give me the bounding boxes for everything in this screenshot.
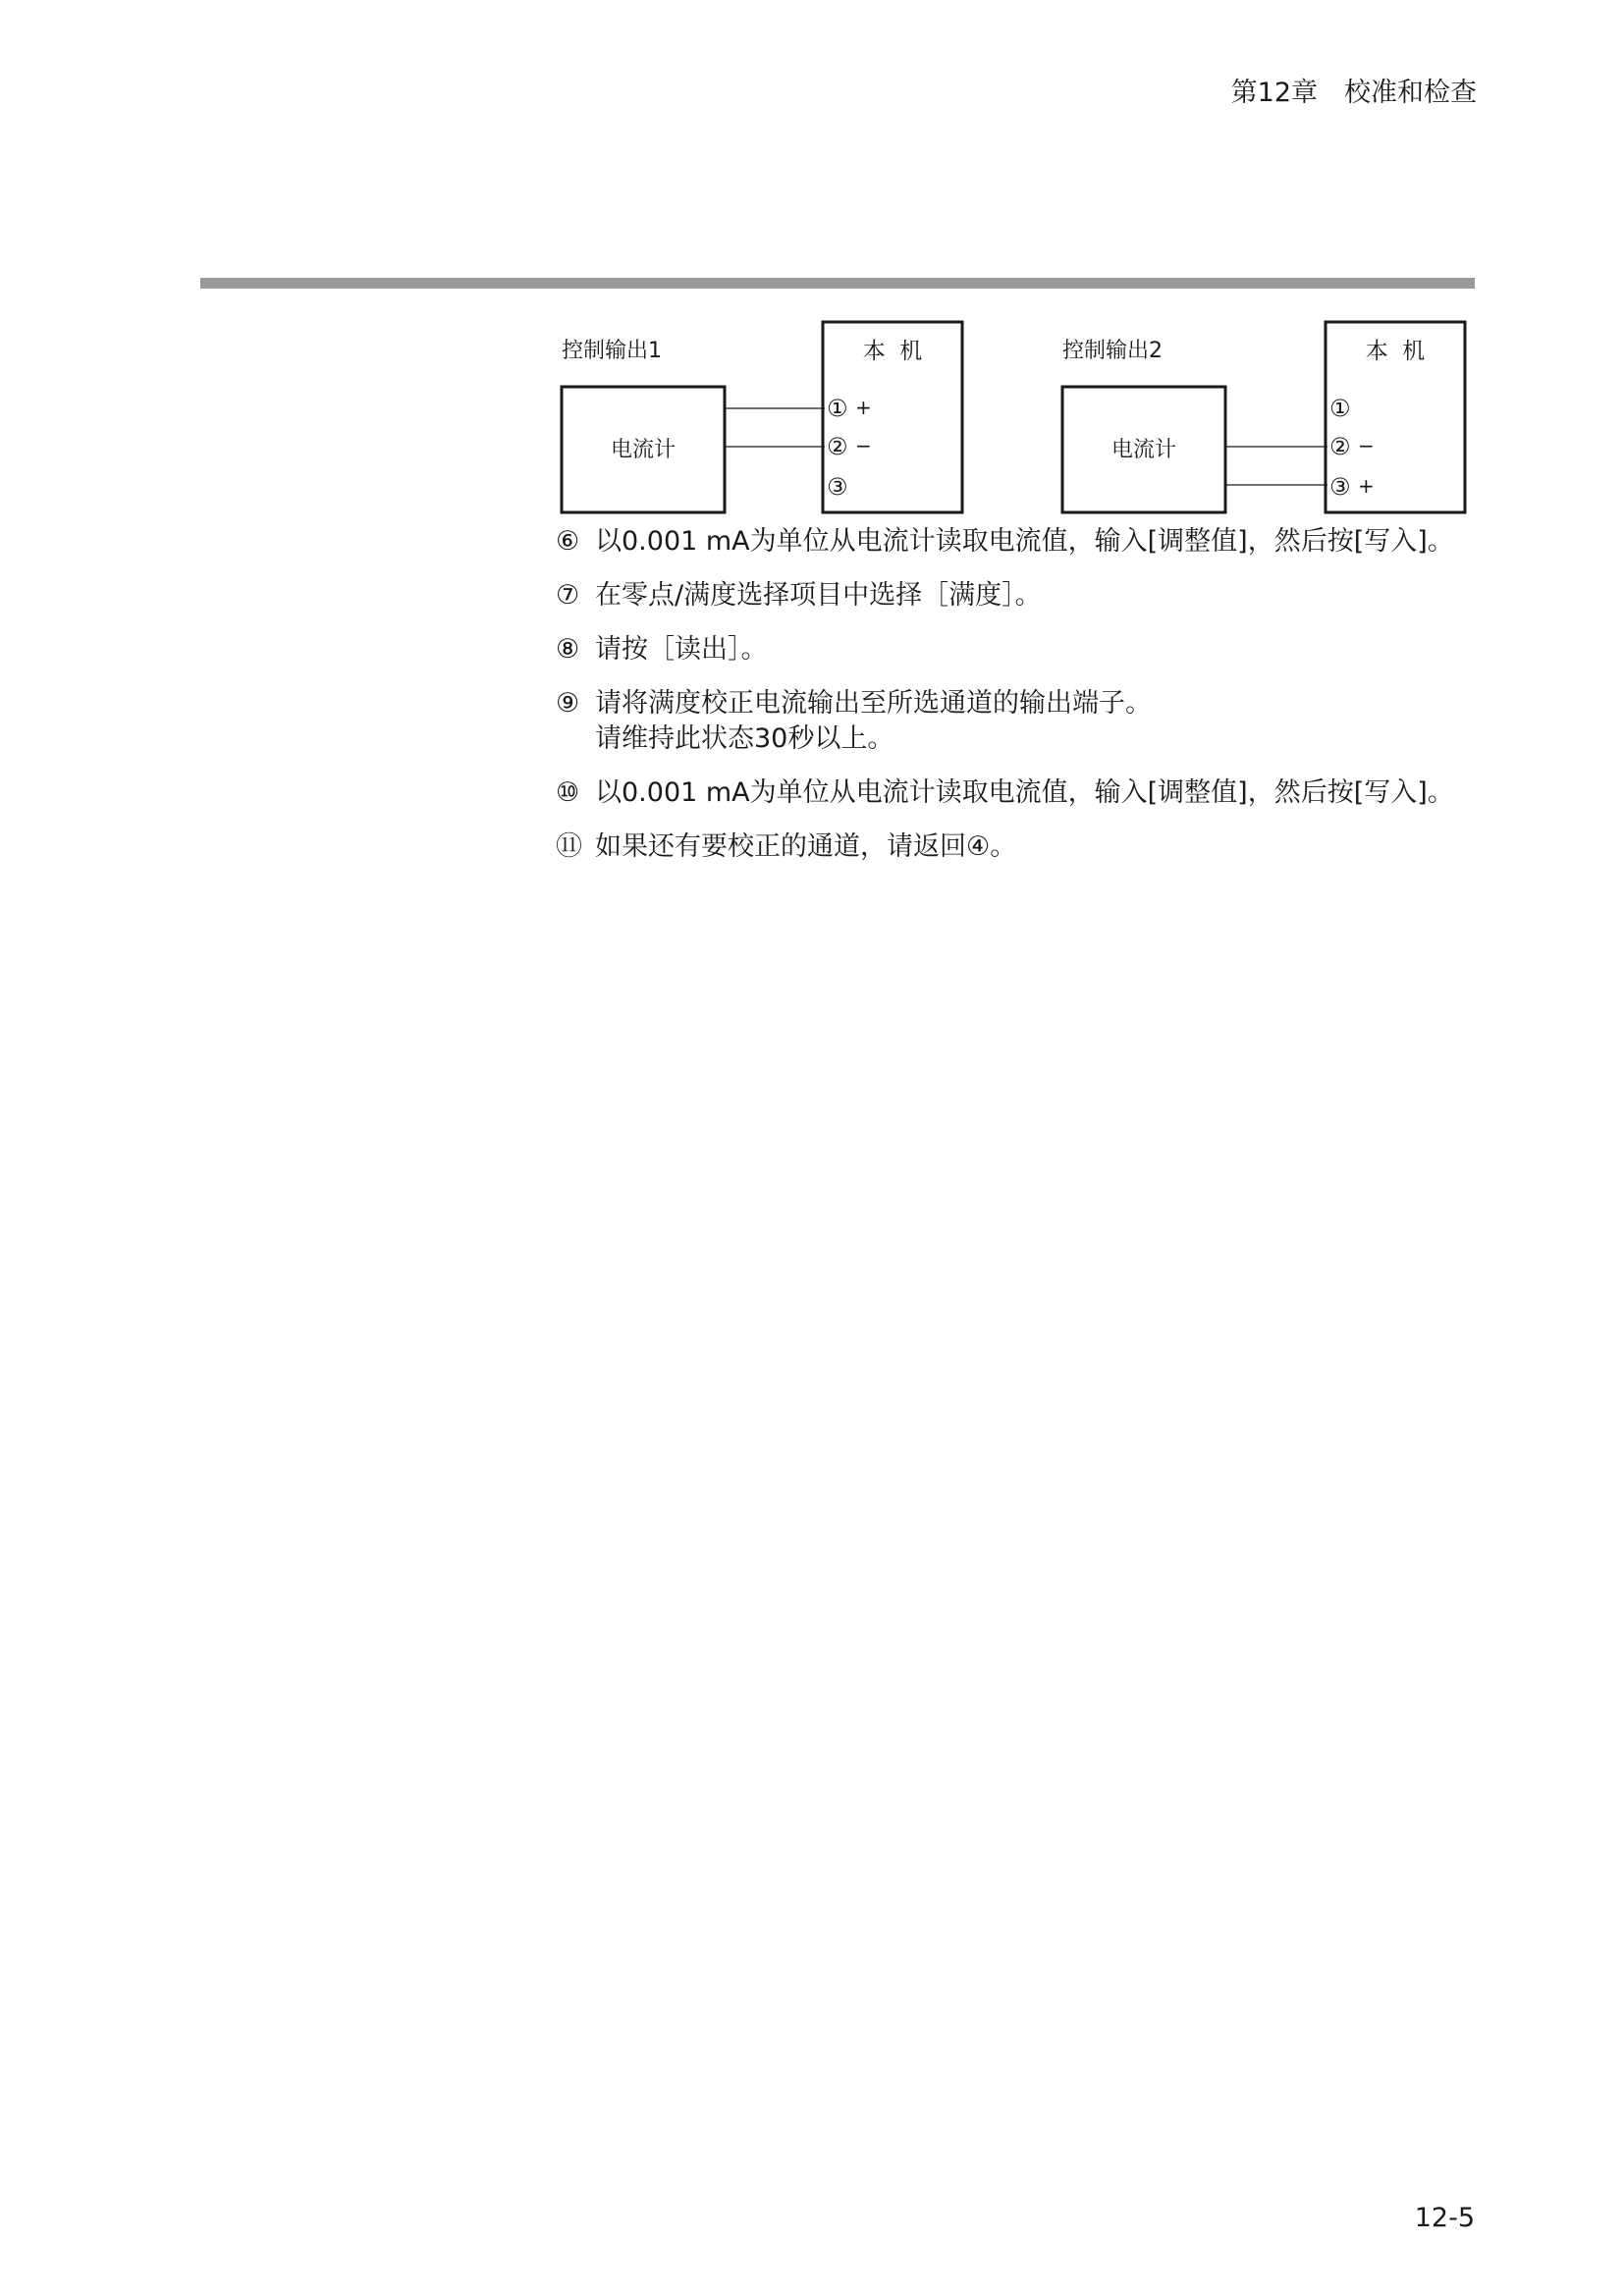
device-label-output1: 本 机 [862, 339, 923, 364]
terminal-2-output2: ② [1329, 433, 1351, 460]
procedure-steps [556, 524, 1498, 883]
step-10 [556, 775, 1498, 811]
step-text: 请将满度校正电流输出至所选通道的输出端子。 请维持此状态30秒以上。 [595, 688, 1152, 754]
step-7 [556, 578, 1498, 614]
terminal-1-output2: ① [1329, 395, 1351, 422]
terminal-3-output1: ③ [827, 473, 848, 501]
diagram-title-output1: 控制输出1 [562, 339, 662, 363]
step-text: 以0.001 mA为单位从电流计读取电流值，输入[调整值]，然后按[写入]。 [595, 777, 1454, 808]
step-text: 请按［读出］。 [595, 634, 768, 665]
step-number: ⑨ [556, 688, 580, 719]
page-number: 12-5 [1414, 2203, 1475, 2233]
ammeter-label-output2: 电流计 [1110, 438, 1177, 462]
ammeter-label-output1: 电流计 [610, 438, 677, 462]
terminal-1-sign-output1: + [855, 396, 872, 419]
chapter-header: 第12章 校准和检查 [1230, 78, 1477, 108]
step-9 [556, 686, 1498, 757]
terminal-2-output1: ② [827, 433, 848, 460]
step-text: 如果还有要校正的通道，请返回④。 [595, 831, 1017, 862]
wiring-diagram-output2 [1062, 322, 1465, 512]
wiring-diagram-output1 [562, 322, 962, 512]
step-text: 以0.001 mA为单位从电流计读取电流值，输入[调整值]，然后按[写入]。 [595, 526, 1454, 557]
section-divider [200, 278, 1475, 289]
wiring-diagram [550, 312, 1492, 518]
step-6 [556, 524, 1498, 560]
diagram-title-output2: 控制输出2 [1062, 339, 1163, 363]
step-11 [556, 829, 1498, 865]
terminal-2-sign-output1: − [855, 434, 872, 457]
step-text: 在零点/满度选择项目中选择［满度］。 [595, 580, 1042, 611]
step-number: ⑥ [556, 526, 580, 557]
device-label-output2: 本 机 [1365, 339, 1426, 364]
terminal-1-output1: ① [827, 395, 848, 422]
step-8 [556, 632, 1498, 667]
step-number: ⑪ [556, 831, 582, 862]
step-number: ⑧ [556, 634, 580, 665]
step-number: ⑩ [556, 777, 580, 808]
terminal-3-output2: ③ [1329, 473, 1351, 501]
terminal-3-sign-output2: + [1358, 474, 1375, 498]
step-number: ⑦ [556, 580, 580, 611]
terminal-2-sign-output2: − [1358, 434, 1375, 457]
